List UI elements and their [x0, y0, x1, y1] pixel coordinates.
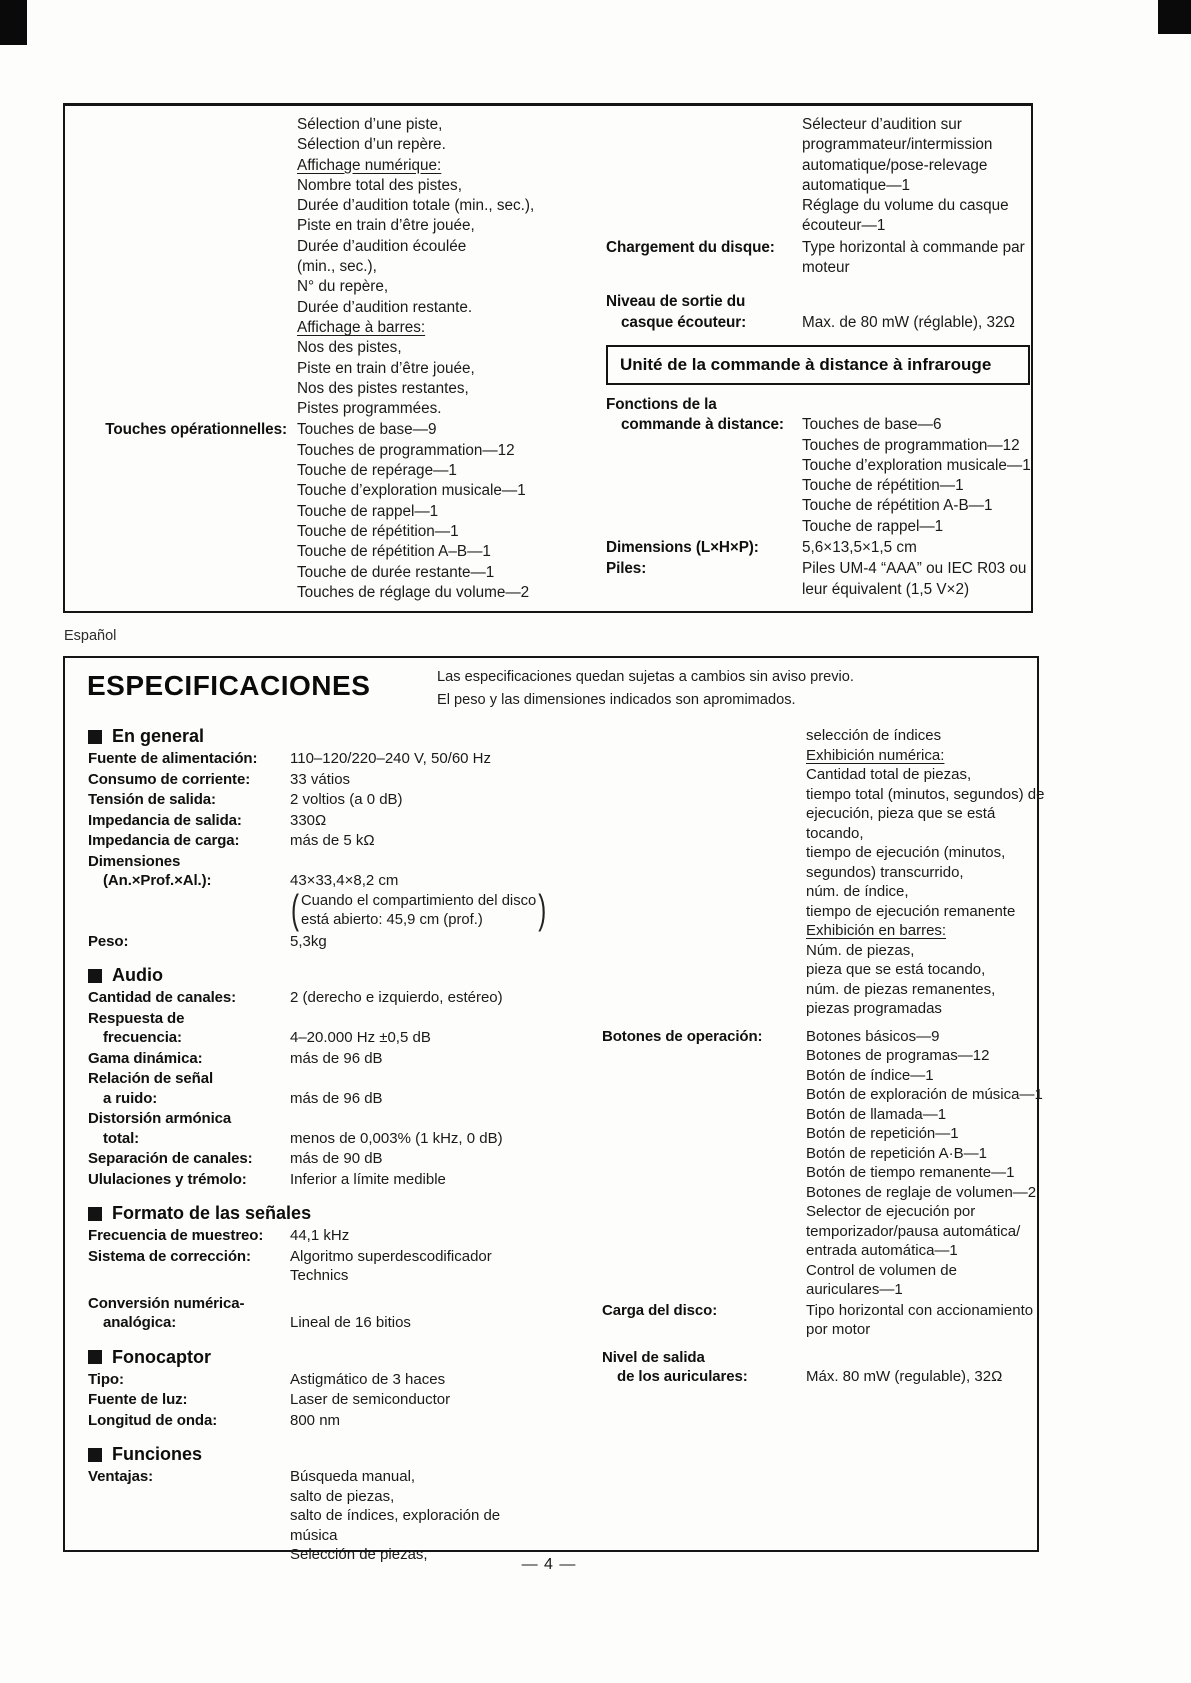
- spec-value-line: Botones básicos—9: [806, 1027, 940, 1045]
- spec-value-line: Cuando el compartimiento del disco: [301, 892, 537, 909]
- spec-value-line: Nos des pistes restantes,: [297, 379, 469, 397]
- spec-label: [602, 1348, 798, 1387]
- spec-value-line: Touche d’exploration musicale—1: [802, 456, 1031, 474]
- section-heading-label: En general: [112, 726, 205, 746]
- spec-value-line: Touches de base—9: [297, 421, 437, 439]
- spec-value-line: entrada automática—1: [806, 1242, 958, 1259]
- spec-value: [290, 932, 590, 952]
- section-bullet-icon: [88, 969, 102, 983]
- spec-value-line: Touches de programmation—12: [297, 441, 515, 459]
- spec-value-line: 5,3kg: [290, 932, 327, 950]
- spec-label: [606, 395, 794, 537]
- spec-entry: [88, 1370, 590, 1390]
- spec-value: [290, 1226, 590, 1246]
- spec-label-line: Tipo:: [88, 1370, 124, 1388]
- spec-value-line: Búsqueda manual,: [290, 1468, 416, 1485]
- spec-value-line: Botón de tiempo remanente—1: [806, 1164, 1015, 1181]
- spec-value-line: Control de volumen de: [806, 1261, 957, 1279]
- spec-value-line: 110–120/220–240 V, 50/60 Hz: [290, 750, 492, 767]
- spec-label: [88, 831, 282, 851]
- page-number: — 4 —: [521, 1556, 577, 1573]
- spec-value-line: 4–20.000 Hz ±0,5 dB: [290, 1029, 431, 1046]
- specifications-title: ESPECIFICACIONES: [87, 670, 371, 701]
- spec-entry: [88, 852, 590, 934]
- spec-label-line: Ululaciones y trémolo:: [88, 1170, 247, 1188]
- spec-value: [290, 1009, 590, 1048]
- section-bullet-icon: [88, 1207, 102, 1221]
- spanish-right-column: [602, 726, 1045, 1387]
- spec-value: [290, 1294, 590, 1333]
- spec-value-line: Pistes programmées.: [297, 400, 442, 418]
- spec-entry: [88, 1467, 590, 1565]
- note-line-2: El peso y las dimensiones indicados son apromimados.: [437, 692, 796, 708]
- spec-value-line: [802, 292, 1030, 312]
- section-heading: [88, 1444, 590, 1465]
- spec-value-line: Max. de 80 mW (réglable), 32Ω: [802, 313, 1015, 331]
- spec-value-line: Cantidad total de piezas,: [806, 766, 972, 783]
- spacer-gap: [88, 1286, 590, 1294]
- spec-label: [88, 770, 282, 790]
- spec-value-line: Laser de semiconductor: [290, 1391, 451, 1408]
- spec-value-line: automatique—1: [802, 176, 910, 194]
- spec-entry: [88, 932, 590, 952]
- spec-value-line: Durée d’audition restante.: [297, 298, 473, 316]
- spec-label: [88, 811, 282, 831]
- spec-value: [290, 1149, 590, 1169]
- spec-label: [606, 238, 794, 279]
- spec-label: [88, 749, 282, 769]
- spec-value-line: más de 5 kΩ: [290, 832, 375, 849]
- spec-value: [802, 538, 1030, 558]
- scan-artifact-top-right: [1158, 0, 1191, 34]
- spec-value-line: Touche de rappel—1: [297, 502, 439, 520]
- spec-value: [290, 1049, 590, 1069]
- spec-entry: [602, 1301, 1034, 1340]
- spec-value: [802, 238, 1030, 279]
- dimensions-note-text: [301, 892, 536, 930]
- spec-value-line: Botón de exploración de música—1: [806, 1086, 1043, 1103]
- spec-label-line: de los auriculares:: [617, 1368, 748, 1385]
- specifications-note: [437, 666, 854, 712]
- section-heading: [88, 1203, 590, 1224]
- spec-label-line: Chargement du disque:: [606, 238, 775, 256]
- spec-value: [290, 1247, 590, 1286]
- spec-value: [290, 1411, 590, 1431]
- spec-value-line: Touches de base—6: [802, 416, 942, 434]
- spec-label-line: Carga del disco:: [602, 1301, 718, 1319]
- section-bullet-icon: [88, 730, 102, 744]
- spec-label: [602, 1027, 798, 1300]
- section-heading-label: Fonocaptor: [112, 1346, 211, 1367]
- spec-value-line: Botones de reglaje de volumen—2: [806, 1183, 1037, 1201]
- spec-label: [602, 1301, 798, 1340]
- spec-value-line: Lineal de 16 bitios: [290, 1314, 411, 1331]
- spec-value: [802, 115, 1030, 237]
- spec-label: [88, 1370, 282, 1390]
- spec-value: [290, 1467, 590, 1565]
- spec-value-line: por motor: [806, 1321, 871, 1338]
- spec-value: [290, 1390, 590, 1410]
- spec-label: [88, 988, 282, 1008]
- spec-label: [606, 115, 794, 237]
- spec-label-line: Frecuencia de muestreo:: [88, 1227, 264, 1244]
- spec-label-line: total:: [103, 1129, 140, 1147]
- spec-value-line: Type horizontal à commande par: [802, 238, 1025, 256]
- spec-entry: [88, 1049, 590, 1069]
- spec-label: [81, 420, 289, 603]
- spec-entry: [602, 1027, 1043, 1300]
- spec-value-line: Touche de répétition—1: [297, 522, 459, 540]
- spec-value-line: 2 voltios (a 0 dB): [290, 791, 403, 808]
- spec-value: [802, 559, 1030, 600]
- spec-entry: [88, 831, 590, 851]
- section-heading: [88, 726, 590, 747]
- spec-value-line: Affichage à barres:: [297, 318, 426, 336]
- spec-label-line: Conversión numérica-: [88, 1294, 245, 1312]
- spec-value-line: écouteur—1: [802, 217, 886, 235]
- spacer-gap: [602, 1019, 1034, 1027]
- french-left-column: [81, 115, 569, 603]
- spec-label-line: (An.×Prof.×Al.):: [103, 872, 212, 889]
- spec-value: [290, 770, 590, 790]
- spec-entry: [88, 988, 590, 1008]
- spec-value: [806, 1348, 1034, 1387]
- spec-value-line: Touches de programmation—12: [802, 436, 1020, 454]
- spec-value-line: Máx. 80 mW (regulable), 32Ω: [806, 1368, 1003, 1385]
- spec-entry: [602, 1348, 1034, 1387]
- spec-value-line: Algoritmo superdescodificador: [290, 1247, 492, 1265]
- spanish-left-column: [88, 726, 590, 1565]
- spec-value-line: [290, 852, 590, 872]
- spec-value: [806, 1027, 1043, 1300]
- spacer-gap: [602, 1340, 1034, 1348]
- spec-label-line: Gama dinámica:: [88, 1049, 203, 1067]
- spec-label-line: analógica:: [103, 1314, 177, 1331]
- spec-value-line: Sélecteur d’audition sur: [802, 116, 962, 133]
- spec-value: [290, 1370, 590, 1390]
- spec-entry: [606, 292, 1030, 333]
- spec-value-line: Touche de répétition—1: [802, 477, 964, 495]
- spec-entry: [88, 1149, 590, 1169]
- spec-value-line: Astigmático de 3 haces: [290, 1370, 446, 1388]
- spec-value: [290, 831, 590, 851]
- spec-label-line: Longitud de onda:: [88, 1411, 218, 1429]
- spec-entry: [81, 420, 569, 603]
- spanish-specifications-box: [63, 656, 1045, 1563]
- spec-entry: [88, 811, 590, 831]
- spec-label-line: Tensión de salida:: [88, 791, 216, 808]
- spec-value: [290, 1109, 590, 1148]
- spec-value-line: Botón de repetición A·B—1: [806, 1144, 987, 1162]
- spec-entry: [606, 559, 1030, 600]
- spec-label: [88, 1390, 282, 1410]
- language-label: Español: [64, 628, 117, 644]
- spec-value-line: menos de 0,003% (1 kHz, 0 dB): [290, 1129, 503, 1147]
- spec-value-line: 43×33,4×8,2 cm: [290, 872, 399, 889]
- spec-label-line: Ventajas:: [88, 1468, 153, 1485]
- spec-entry: [88, 749, 590, 769]
- spec-entry: [88, 1069, 590, 1108]
- spec-value-line: Durée d’audition écoulée: [297, 237, 467, 255]
- spec-label-line: frecuencia:: [103, 1029, 182, 1046]
- spec-value-line: tiempo de ejecución (minutos,: [806, 844, 1006, 861]
- spec-value-line: Touche de répétition A-B—1: [802, 497, 993, 515]
- scan-artifact-top-left: [0, 0, 27, 45]
- spec-value-line: pieza que se está tocando,: [806, 961, 986, 978]
- spec-value-line: Núm. de piezas,: [806, 941, 915, 959]
- spec-label: [88, 1247, 282, 1286]
- spec-value-line: Touche d’exploration musicale—1: [297, 482, 526, 500]
- spec-value-line: núm. de índice,: [806, 883, 909, 900]
- section-heading-label: Formato de las señales: [112, 1203, 312, 1223]
- spec-label-line: Respuesta de: [88, 1009, 185, 1027]
- spec-value-line: [806, 1348, 1034, 1368]
- spec-label-line: Niveau de sortie du: [606, 293, 746, 311]
- dimensions-open-note: [290, 887, 590, 934]
- spec-value-line: leur équivalent (1,5 V×2): [802, 580, 970, 598]
- spec-value-line: Technics: [290, 1267, 349, 1284]
- spec-value-line: más de 90 dB: [290, 1150, 383, 1167]
- spec-value: [297, 115, 569, 419]
- spec-value-line: 5,6×13,5×1,5 cm: [802, 539, 917, 557]
- spec-entry: [606, 395, 1030, 537]
- spec-label: [88, 790, 282, 810]
- spec-label-line: Sistema de corrección:: [88, 1247, 251, 1265]
- spec-value-line: Piles UM-4 “AAA” ou IEC R03 ou: [802, 560, 1027, 578]
- spec-value-line: [290, 1009, 590, 1029]
- spec-value-line: Piste en train d’être jouée,: [297, 359, 475, 377]
- section-heading-label: Audio: [112, 965, 163, 985]
- spec-label: [88, 932, 282, 952]
- spec-value-line: salto de piezas,: [290, 1487, 395, 1505]
- spec-value-line: Botón de llamada—1: [806, 1105, 947, 1123]
- spacer-gap: [606, 278, 1030, 292]
- section-bullet-icon: [88, 1448, 102, 1462]
- spec-label: [88, 1411, 282, 1431]
- section-heading: [88, 965, 590, 986]
- spec-entry: [81, 115, 569, 419]
- spec-label: [88, 852, 282, 931]
- spec-label: [606, 559, 794, 600]
- spec-label-line: Fuente de luz:: [88, 1391, 188, 1408]
- spec-entry: [88, 1390, 590, 1410]
- spec-value-line: tiempo de ejecución remanente: [806, 902, 1016, 920]
- spec-label: [88, 1149, 282, 1169]
- spec-value-line: Touche de repérage—1: [297, 462, 457, 480]
- spec-value-line: programmateur/intermission: [802, 136, 993, 154]
- spec-value-line: [802, 395, 1031, 415]
- spec-value-line: tiempo total (minutos, segundos) de: [806, 785, 1045, 803]
- spec-value-line: música: [290, 1526, 338, 1544]
- spec-value-line: automatique/pose-relevage: [802, 156, 988, 174]
- spec-value-line: Touche de durée restante—1: [297, 563, 495, 581]
- spec-label-line: Impedancia de salida:: [88, 811, 242, 829]
- spec-value-line: [290, 1109, 590, 1129]
- spec-label: [88, 1069, 282, 1108]
- spec-label: [88, 1049, 282, 1069]
- spec-value-line: Selector de ejecución por: [806, 1203, 976, 1220]
- note-line-1: Las especificaciones quedan sujetas a cambios sin aviso previo.: [437, 669, 854, 685]
- big-paren-close-icon: ): [538, 887, 547, 934]
- spec-value: [290, 790, 590, 810]
- spec-value-line: Sélection d’une piste,: [297, 116, 443, 133]
- spec-label-line: Piles:: [606, 560, 647, 578]
- spec-label-line: Distorsión armónica: [88, 1110, 232, 1127]
- spec-value-line: selección de índices: [806, 727, 942, 744]
- spec-value-line: temporizador/pausa automática/: [806, 1222, 1021, 1240]
- spec-value-line: 2 (derecho e izquierdo, estéreo): [290, 989, 503, 1006]
- spec-value-line: Botón de repetición—1: [806, 1125, 959, 1142]
- spec-label-line: Nivel de salida: [602, 1348, 705, 1366]
- spec-value-line: Piste en train d’être jouée,: [297, 217, 475, 235]
- spec-value: [297, 420, 569, 603]
- spec-label: [606, 538, 794, 558]
- spec-entry: [88, 1294, 590, 1333]
- spec-value-line: [290, 1069, 590, 1089]
- spec-entry: [88, 1170, 590, 1190]
- spec-value-line: Botones de programas—12: [806, 1047, 990, 1064]
- spec-value-line: Touche de répétition A–B—1: [297, 543, 491, 561]
- big-paren-open-icon: (: [291, 887, 299, 934]
- spec-value-line: piezas programadas: [806, 1000, 942, 1017]
- spec-label-line: Dimensiones: [88, 852, 181, 870]
- spec-label: [81, 115, 289, 419]
- spec-value-line: 330Ω: [290, 811, 327, 829]
- spec-entry: [88, 790, 590, 810]
- spec-label-line: Botones de operación:: [602, 1027, 763, 1045]
- spec-value-line: Inferior a límite medible: [290, 1170, 446, 1188]
- spec-entry: [88, 1411, 590, 1431]
- spec-label-line: Dimensions (L×H×P):: [606, 539, 759, 557]
- spec-label-line: Touches opérationnelles:: [105, 421, 287, 439]
- spec-label-line: Separación de canales:: [88, 1150, 253, 1167]
- spec-label: [88, 1294, 282, 1333]
- spec-value-line: Exhibición numérica:: [806, 746, 945, 764]
- spec-value-line: Réglage du volume du casque: [802, 197, 1009, 215]
- spec-entry: [606, 115, 1030, 237]
- spec-value-line: salto de índices, exploración de: [290, 1507, 501, 1524]
- spec-value: [290, 988, 590, 1008]
- spec-label-line: Cantidad de canales:: [88, 989, 237, 1006]
- spec-entry: [88, 1009, 590, 1048]
- spec-label: [88, 1109, 282, 1148]
- spec-value-line: tocando,: [806, 824, 864, 842]
- spec-value-line: más de 96 dB: [290, 1089, 383, 1107]
- spec-label-line: Relación de señal: [88, 1070, 214, 1087]
- spec-value: [806, 726, 1044, 1019]
- spec-value-line: Nos des pistes,: [297, 339, 402, 357]
- spec-entry: [606, 238, 1030, 279]
- spec-entry: [606, 538, 1030, 558]
- spec-label: [88, 1009, 282, 1048]
- section-bullet-icon: [88, 1350, 102, 1364]
- spec-value: [290, 749, 590, 769]
- spec-value-line: moteur: [802, 259, 850, 277]
- spec-value-line: 800 nm: [290, 1411, 341, 1429]
- spec-value-line: Touche de rappel—1: [802, 517, 944, 535]
- remote-unit-heading: Unité de la commande à distance à infrarouge: [606, 345, 1030, 385]
- spec-value: [290, 852, 590, 934]
- spec-label: [88, 1467, 282, 1565]
- spec-value-line: está abierto: 45,9 cm (prof.): [301, 911, 483, 928]
- spec-label: [602, 726, 798, 1019]
- spec-value-line: Durée d’audition totale (min., sec.),: [297, 197, 535, 215]
- spec-value: [802, 395, 1031, 537]
- spec-value: [290, 1069, 590, 1108]
- spec-value-line: 33 vátios: [290, 770, 351, 788]
- spec-value-line: [290, 1294, 590, 1314]
- spec-value-line: Nombre total des pistes,: [297, 176, 462, 194]
- spec-entry: [602, 726, 1045, 1019]
- spec-label-line: commande à distance:: [621, 416, 784, 434]
- spec-value-line: N° du repère,: [297, 278, 389, 296]
- spec-value-line: 44,1 kHz: [290, 1227, 350, 1244]
- section-heading: [88, 1347, 590, 1368]
- spec-label-line: a ruido:: [103, 1089, 158, 1107]
- spec-value-line: Tipo horizontal con accionamiento: [806, 1301, 1034, 1319]
- spec-label: [88, 1226, 282, 1246]
- spec-value-line: segundos) transcurrido,: [806, 863, 964, 881]
- spec-entry: [88, 1247, 590, 1286]
- spec-value-line: Exhibición en barres:: [806, 922, 947, 939]
- spec-entry: [88, 1109, 590, 1148]
- spec-label-line: Impedancia de carga:: [88, 832, 240, 849]
- spec-label-line: Consumo de corriente:: [88, 770, 251, 788]
- spec-value-line: auriculares—1: [806, 1281, 903, 1298]
- spec-value-line: Selección de piezas,: [290, 1546, 428, 1563]
- spec-value-line: Touches de réglage du volume—2: [297, 583, 530, 601]
- section-heading-label: Funciones: [112, 1444, 203, 1464]
- spec-entry: [88, 770, 590, 790]
- spec-value: [290, 1170, 590, 1190]
- spec-value-line: Affichage numérique:: [297, 156, 442, 174]
- spec-label-line: Fuente de alimentación:: [88, 750, 258, 767]
- spec-value-line: (min., sec.),: [297, 258, 377, 276]
- spec-label: [88, 1170, 282, 1190]
- spec-value: [802, 292, 1030, 333]
- french-right-column: [606, 115, 1030, 600]
- spec-label: [606, 292, 794, 333]
- spec-label-line: Peso:: [88, 932, 129, 950]
- french-specifications-box: [63, 103, 1033, 613]
- spec-entry: [88, 1226, 590, 1246]
- spec-label-line: casque écouteur:: [621, 313, 747, 331]
- spec-value-line: Sélection d’un repère.: [297, 136, 446, 154]
- spec-value-line: Botón de índice—1: [806, 1066, 934, 1084]
- spec-value: [290, 811, 590, 831]
- spec-value-line: ejecución, pieza que se está: [806, 805, 996, 822]
- spec-label-line: Fonctions de la: [606, 395, 717, 413]
- spec-value-line: núm. de piezas remanentes,: [806, 980, 996, 998]
- spec-value: [806, 1301, 1034, 1340]
- spec-value-line: más de 96 dB: [290, 1049, 383, 1067]
